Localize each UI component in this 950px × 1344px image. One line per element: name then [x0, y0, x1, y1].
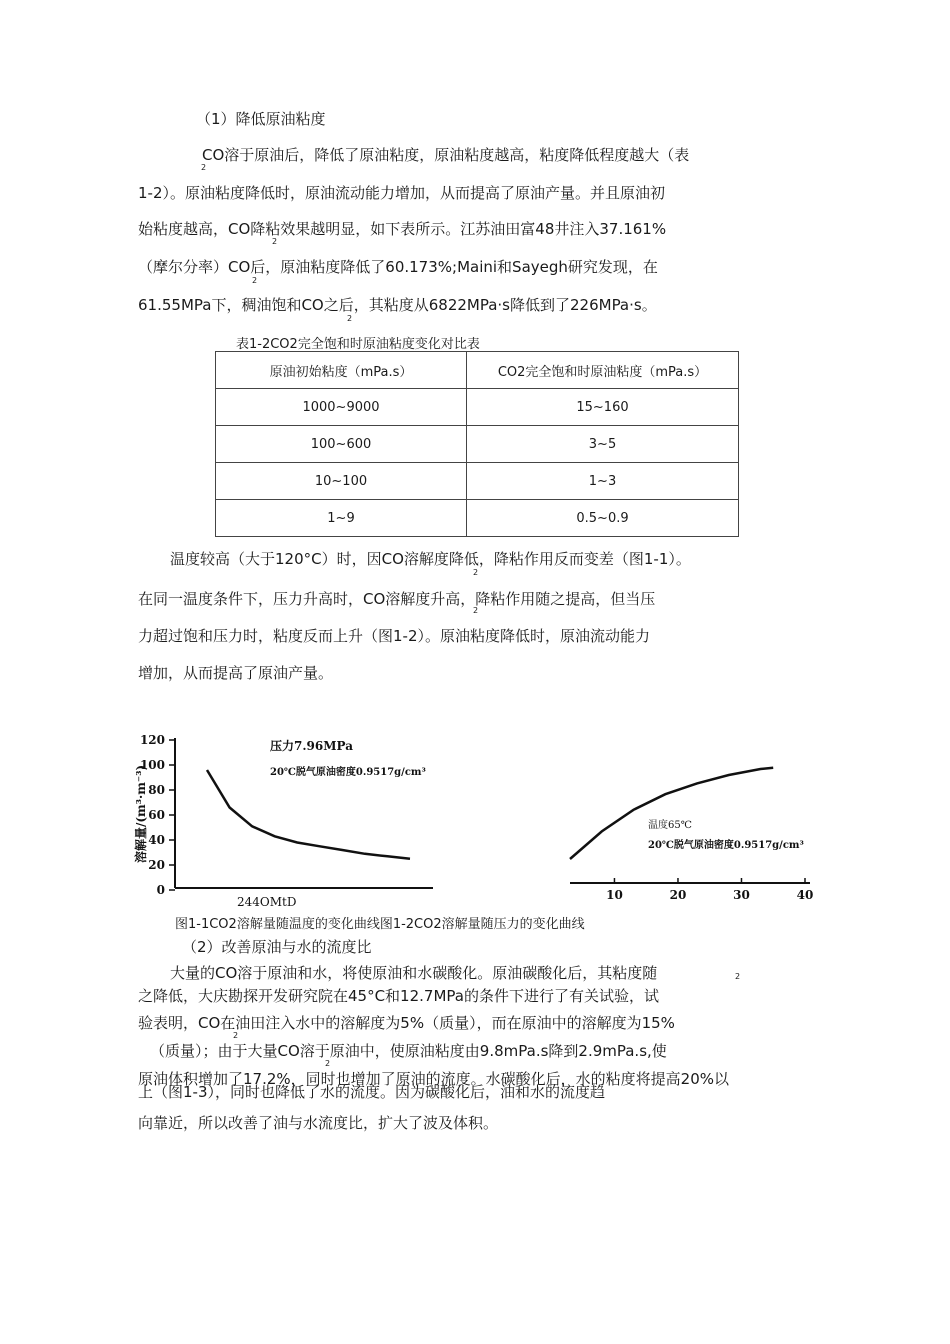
table-header-cell: CO2完全饱和时原油粘度（mPa.s） — [467, 352, 739, 389]
table-header-row — [216, 352, 739, 389]
subscript: 2 — [233, 1031, 239, 1040]
viscosity-table — [215, 351, 739, 537]
subscript: 2 — [735, 972, 741, 981]
paragraph-line: 温度较高（大于120°C）时，因CO溶解度降低，降粘作用反而变差（图1-1）。 — [170, 550, 691, 568]
paragraph-line: 原油体积增加了17.2%，同时也增加了原油的流度。水碳酸化后，水的粘度将提高20%以 — [138, 1070, 729, 1088]
y-tick-label: 80 — [148, 783, 165, 797]
x-tick-label: 10 — [606, 888, 623, 902]
y-tick-label: 100 — [139, 758, 165, 772]
annotation-density: 20℃脱气原油密度0.9517g/cm³ — [648, 840, 804, 851]
paragraph-line: 之降低，大庆勘探开发研究院在45°C和12.7MPa的条件下进行了有关试验，试 — [138, 987, 659, 1005]
paragraph-line: 上（图1-3），同时也降低了水的流度。因为碳酸化后，油和水的流度趋 — [138, 1083, 606, 1101]
table-row — [216, 500, 739, 537]
table-header-cell: 原油初始粘度（mPa.s） — [216, 352, 467, 389]
annotation-density: 20℃脱气原油密度0.9517g/cm³ — [270, 767, 426, 778]
annotation-temperature: 温度65℃ — [648, 820, 692, 831]
paragraph-line: 验表明，CO在油田注入水中的溶解度为5%（质量），而在原油中的溶解度为15% — [138, 1014, 675, 1032]
table-row — [216, 463, 739, 500]
figure-caption: 图1-1CO2溶解量随温度的变化曲线图1-2CO2溶解量随压力的变化曲线 — [175, 917, 585, 932]
x-tick-label: 40 — [796, 888, 814, 902]
paragraph-line: 1-2）。原油粘度降低时，原油流动能力增加，从而提高了原油产量。并且原油初 — [138, 184, 666, 202]
paragraph-line: 增加，从而提高了原油产量。 — [138, 664, 334, 682]
table-cell: 1~3 — [467, 463, 739, 500]
x-tick-label: 20 — [669, 888, 687, 902]
paragraph-line: （质量）；由于大量CO溶于原油中，使原油粘度由9.8mPa.s降到2.9mPa.s,使 — [150, 1042, 667, 1060]
subscript: 2 — [252, 276, 258, 285]
y-tick-label: 120 — [139, 733, 165, 747]
section-heading-viscosity: （1）降低原油粘度 — [196, 110, 326, 128]
table-cell: 10~100 — [216, 463, 467, 500]
table-cell: 1~9 — [216, 500, 467, 537]
subscript: 2 — [272, 237, 278, 246]
x-tick-label: 30 — [733, 888, 750, 902]
y-tick-label: 20 — [148, 858, 165, 872]
y-axis-label: 溶解量/(m³·m⁻³) — [134, 764, 148, 863]
subscript: 2 — [473, 568, 479, 577]
y-tick-label: 0 — [156, 883, 165, 897]
subscript: 2 — [201, 163, 207, 172]
series-line — [207, 770, 410, 859]
paragraph-line: 在同一温度条件下，压力升高时，CO溶解度升高，降粘作用随之提高，但当压 — [138, 590, 656, 608]
paragraph-line: 始粘度越高，CO降粘效果越明显，如下表所示。江苏油田富48井注入37.161% — [138, 220, 667, 238]
chart-solubility-vs-temperature — [125, 728, 445, 908]
table-cell: 0.5~0.9 — [467, 500, 739, 537]
table-cell: 15~160 — [467, 389, 739, 426]
table-row — [216, 426, 739, 463]
paragraph-line: 向靠近，所以改善了油与水流度比，扩大了波及体积。 — [138, 1114, 499, 1132]
annotation-pressure: 压力7.96MPa — [270, 739, 353, 753]
table-row — [216, 389, 739, 426]
table-cell: 100~600 — [216, 426, 467, 463]
paragraph-line: 力超过饱和压力时，粘度反而上升（图1-2）。原油粘度降低时，原油流动能力 — [138, 627, 651, 645]
paragraph-line: 61.55MPa下，稠油饱和CO之后，其粘度从6822MPa·s降低到了226MPa·s。 — [138, 296, 657, 314]
table-cell: 3~5 — [467, 426, 739, 463]
subscript: 2 — [325, 1059, 331, 1068]
chart-solubility-vs-pressure — [560, 750, 830, 905]
x-axis-label: 244OMtD — [237, 895, 297, 908]
paragraph-line: （摩尔分率）CO后，原油粘度降低了60.173%;Maini和Sayegh研究发现，在 — [138, 258, 658, 276]
subscript: 2 — [347, 314, 353, 323]
table-caption: 表1-2CO2完全饱和时原油粘度变化对比表 — [236, 337, 480, 352]
y-tick-label: 40 — [148, 833, 165, 847]
subscript: 2 — [473, 606, 479, 615]
paragraph-line: 大量的CO溶于原油和水，将使原油和水碳酸化。原油碳酸化后，其粘度随 — [170, 964, 658, 982]
table-cell: 1000~9000 — [216, 389, 467, 426]
paragraph-line: CO溶于原油后，降低了原油粘度，原油粘度越高，粘度降低程度越大（表 — [202, 146, 690, 164]
section-heading-mobility: （2）改善原油与水的流度比 — [182, 938, 372, 956]
y-tick-label: 60 — [148, 808, 165, 822]
